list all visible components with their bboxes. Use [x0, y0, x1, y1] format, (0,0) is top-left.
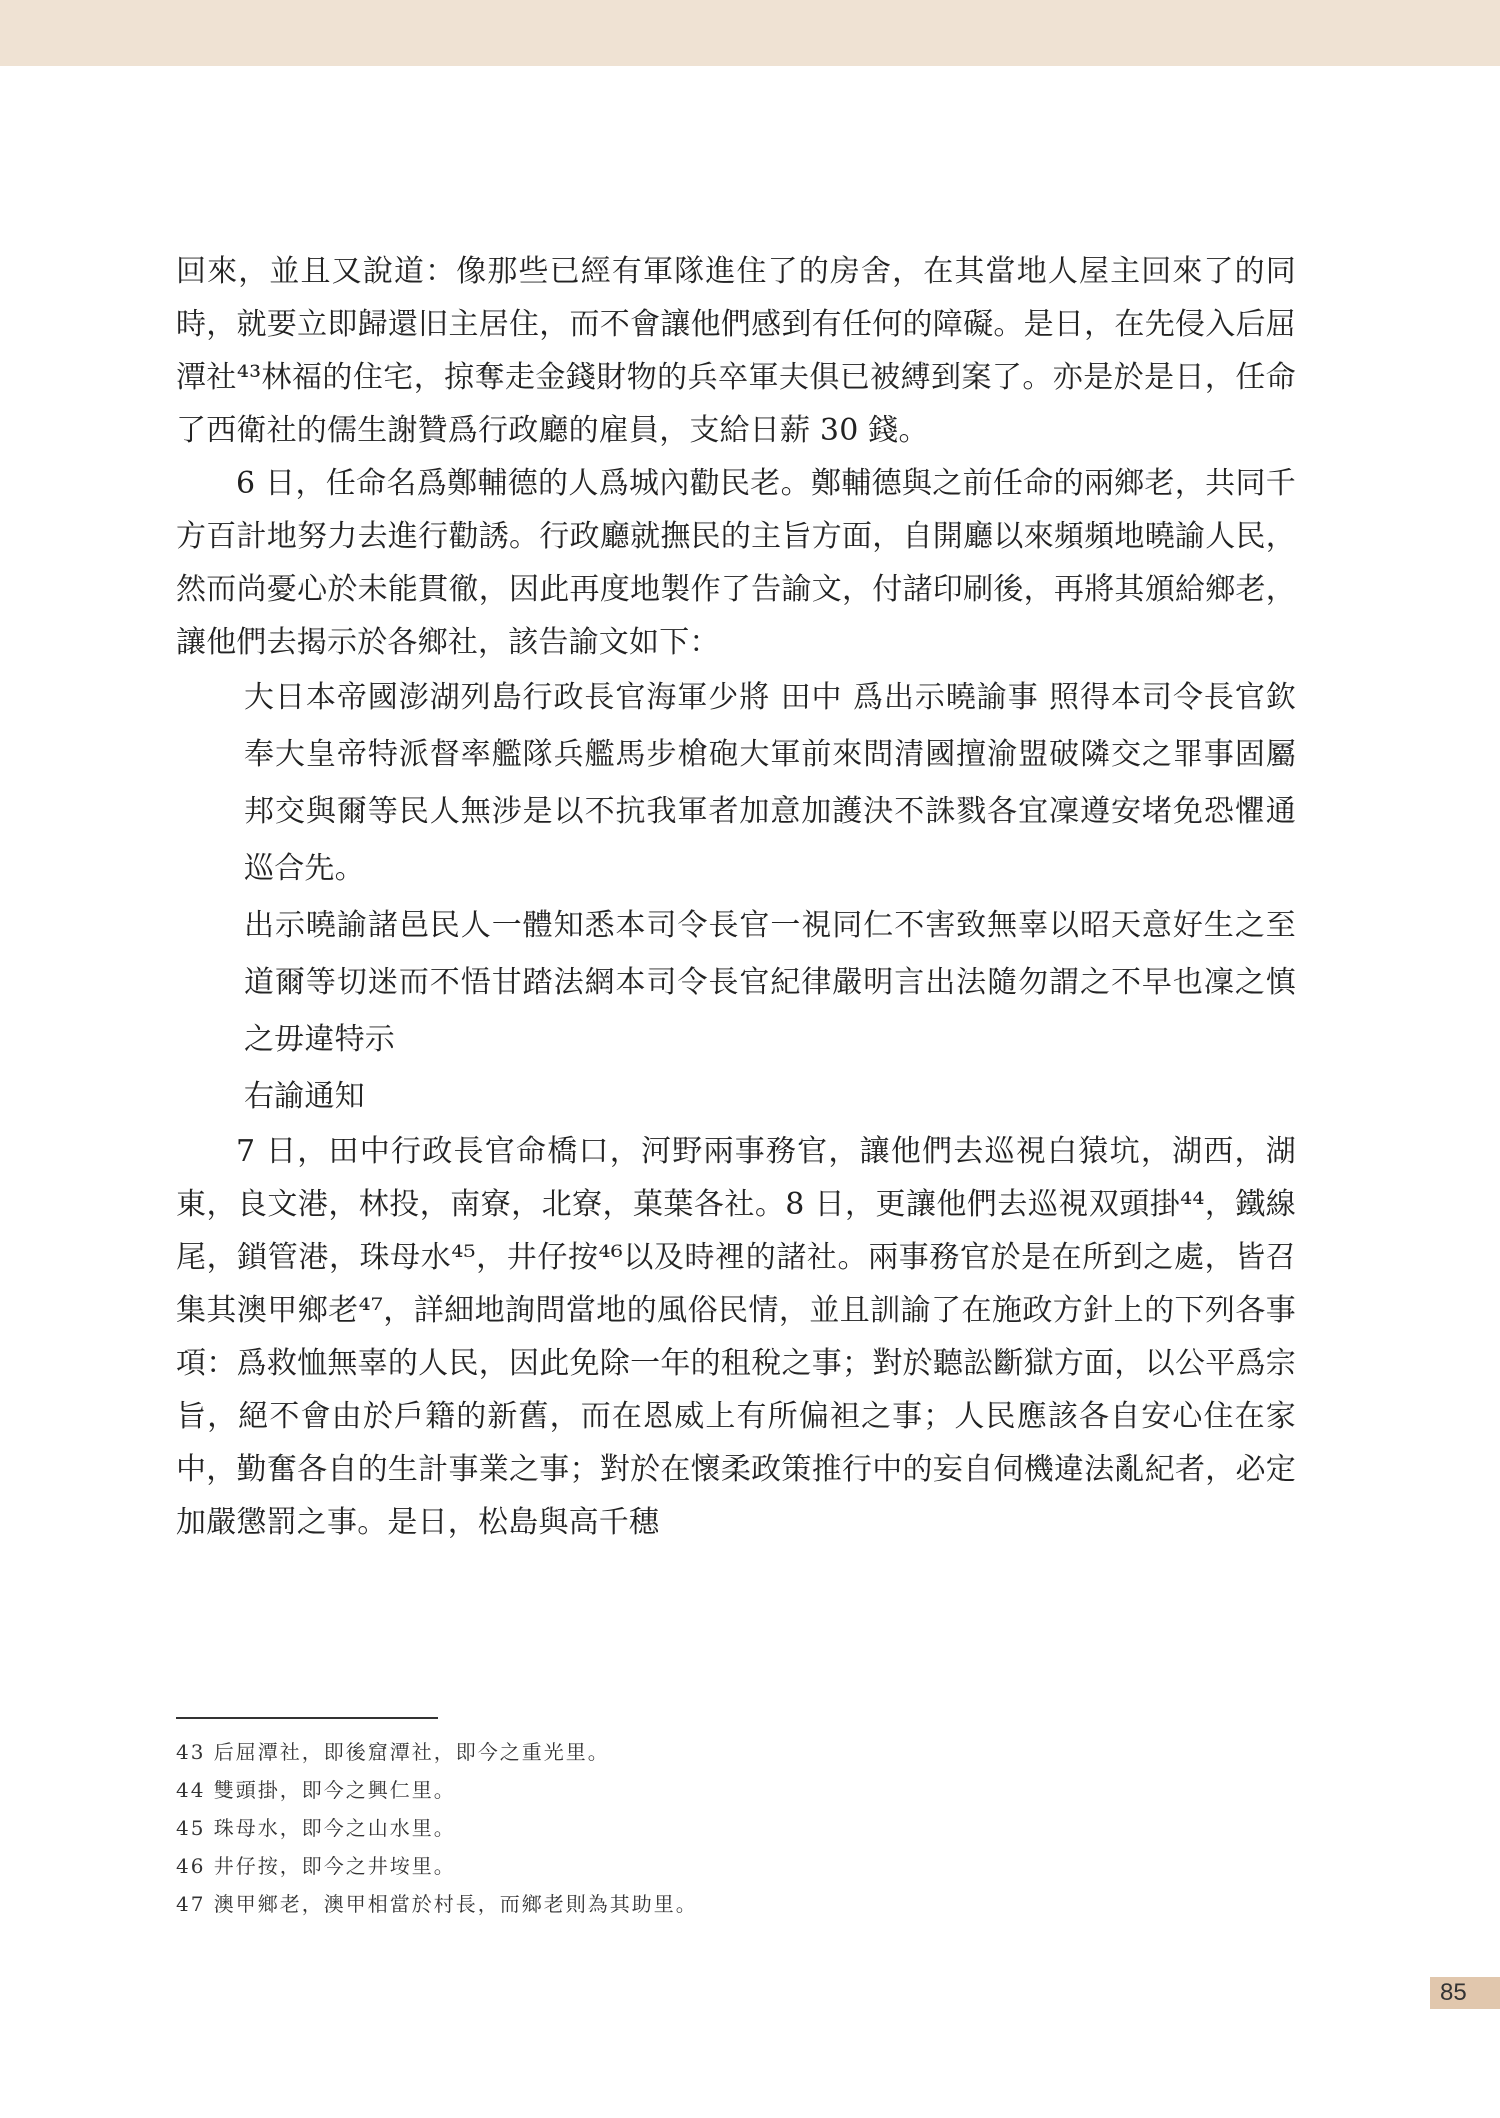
footnotes	[176, 1733, 1076, 1923]
page-number: 85	[1430, 1977, 1500, 2009]
footnote-43: 43 后屈潭社，即後窟潭社，即今之重光里。	[176, 1740, 610, 1764]
paragraph-1: 回來，並且又說道：像那些已經有軍隊進住了的房舍，在其當地人屋主回來了的同時，就要立即歸還旧主居住，而不會讓他們感到有任何的障礙。是日，在先侵入后屈潭社⁴³林福的住宅，掠奪走金錢財物的兵卒軍夫俱已被縛到案了。亦是於是日，任命了西衛社的儒生謝贊爲行政廳的雇員，支給日薪 30 錢。	[176, 254, 1296, 448]
proclamation-part-1: 大日本帝國澎湖列島行政長官海軍少將 田中 爲出示曉諭事 照得本司令長官欽奉大皇帝特派督率艦隊兵艦馬步槍砲大軍前來問清國擅渝盟破隣交之罪事固屬邦交與爾等民人無涉是以不抗我軍者加意加護決不誅戮各宜凜遵安堵免恐懼通巡合先。	[244, 680, 1296, 886]
footnote-45: 45 珠母水，即今之山水里。	[176, 1816, 456, 1840]
footnote-47: 47 澳甲鄉老，澳甲相當於村長，而鄉老則為其助里。	[176, 1892, 698, 1916]
footnote-46: 46 井仔按，即今之井垵里。	[176, 1854, 456, 1878]
paragraph-2: 6 日，任命名爲鄭輔德的人爲城內勸民老。鄭輔德與之前任命的兩鄉老，共同千方百計地努力去進行勸誘。行政廳就撫民的主旨方面，自開廳以來頻頻地曉諭人民，然而尚憂心於未能貫徹，因此再度地製作了告諭文，付諸印刷後，再將其頒給鄉老，讓他們去揭示於各鄉社，該告諭文如下：	[176, 466, 1296, 660]
proclamation-closing: 右諭通知	[244, 1079, 365, 1114]
footnote-divider	[176, 1717, 438, 1719]
proclamation-block	[176, 669, 1296, 1125]
proclamation-part-2: 出示曉諭諸邑民人一體知悉本司令長官一視同仁不害致無辜以昭天意好生之至道爾等切迷而不悟甘踏法網本司令長官紀律嚴明言出法隨勿謂之不早也凜之慎之毋違特示	[244, 908, 1296, 1057]
footnote-44: 44 雙頭掛，即今之興仁里。	[176, 1778, 456, 1802]
top-color-band	[0, 0, 1500, 66]
paragraph-3: 7 日，田中行政長官命橋口，河野兩事務官，讓他們去巡視白猿坑，湖西，湖東，良文港，林投，南寮，北寮，菓葉各社。8 日，更讓他們去巡視双頭掛⁴⁴，鐵線尾，鎖管港，珠母水⁴⁵，井仔按⁴⁶以及時裡的諸社。兩事務官於是在所到之處，皆召集其澳甲鄉老⁴⁷，詳細地詢問當地的風俗民情，並且訓諭了在施政方針上的下列各事項：爲救恤無辜的人民，因此免除一年的租稅之事；對於聽訟斷獄方面，以公平爲宗旨，絕不會由於戶籍的新舊，而在恩威上有所偏袒之事；人民應該各自安心住在家中，勤奮各自的生計事業之事；對於在懷柔政策推行中的妄自伺機違法亂紀者，必定加嚴懲罰之事。是日，松島與高千穗	[176, 1134, 1296, 1540]
main-text	[176, 245, 1296, 1549]
